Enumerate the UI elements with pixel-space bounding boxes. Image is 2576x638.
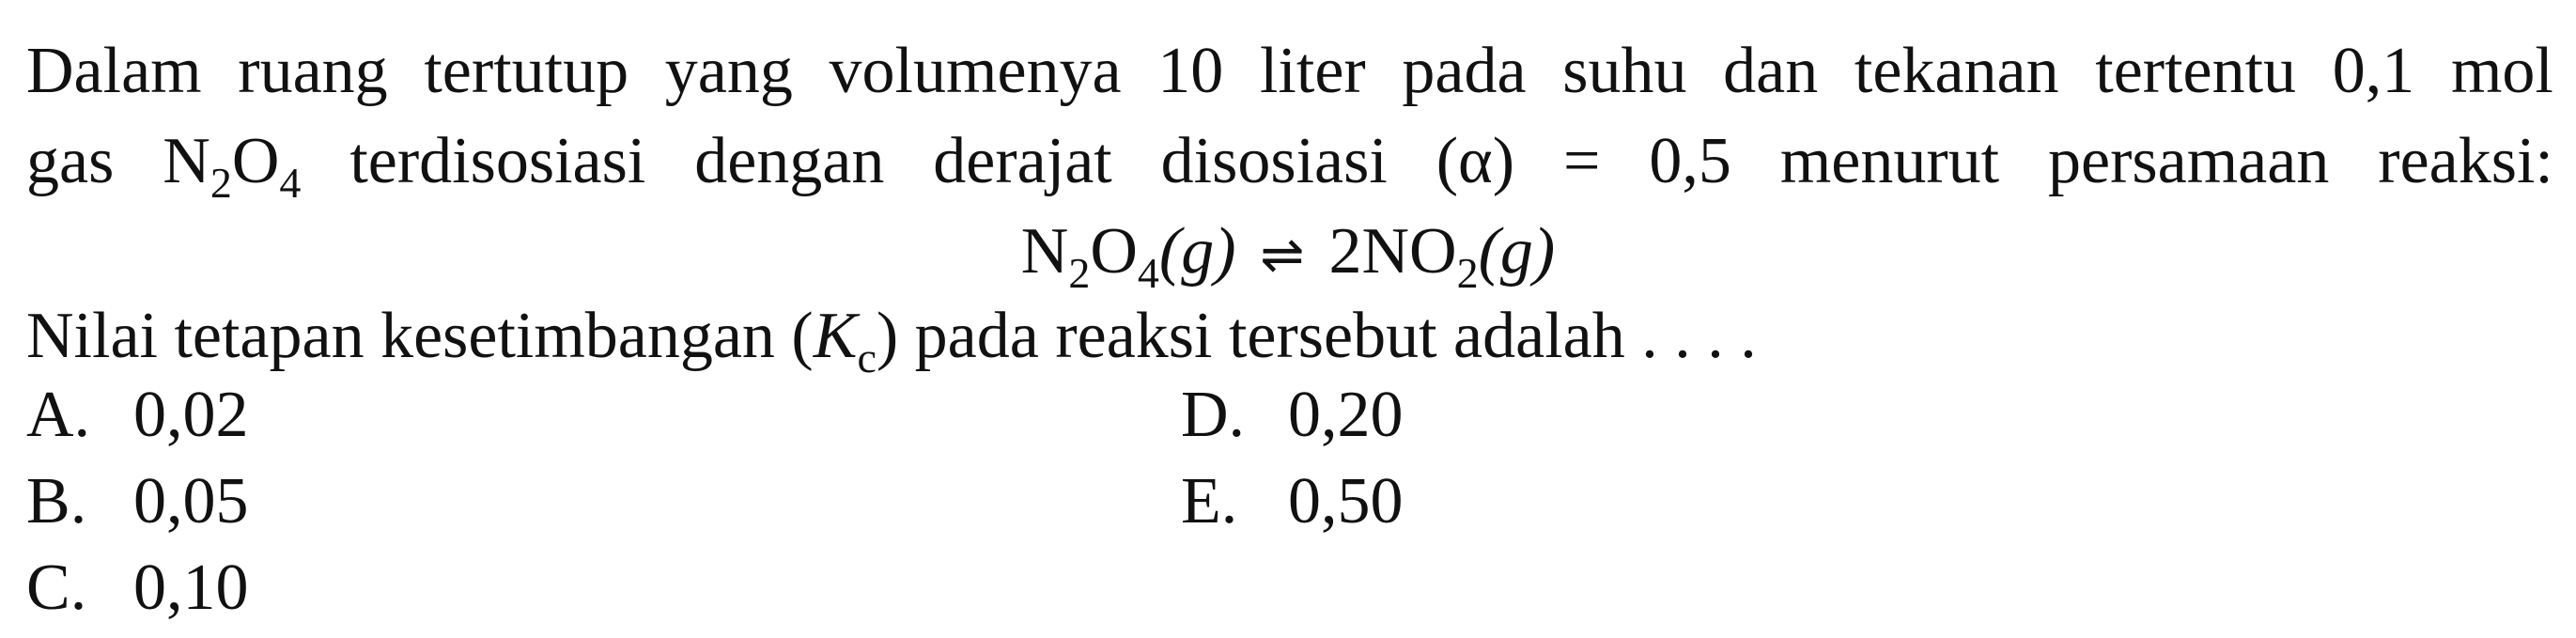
formula-subscript: 4 [1137,249,1159,297]
option-value: 0,05 [133,465,249,537]
word: dan [1723,35,1819,107]
option-d[interactable] [1181,378,1404,453]
question-prompt [26,299,1757,381]
alpha-value: 0,5 [1649,125,1731,197]
kc-subscript: c [857,334,877,381]
word: tertutup [424,35,629,107]
option-letter: B. [26,465,87,537]
formula-part: O [1090,215,1138,288]
word: Dalam [26,35,202,107]
word: 0,1 [2332,35,2415,107]
equilibrium-arrow-icon: ⇌ [1260,225,1305,286]
formula-subscript: 2 [1068,249,1091,297]
formula-part: N [1020,215,1069,288]
option-a[interactable] [26,378,249,453]
option-letter: C. [26,552,87,624]
question-line-1 [26,34,2553,109]
prompt-text: ) pada reaksi tersebut adalah . . . . [876,300,1757,372]
word: pada [1402,35,1527,107]
reactant [1020,215,1236,297]
word: tertentu [2095,35,2297,107]
kc-symbol: K [813,300,858,372]
formula-part: N [163,125,210,197]
word: terdisosiasi [349,125,646,197]
word: dengan [694,125,885,197]
word: volumenya [829,35,1122,107]
word: tekanan [1854,35,2059,107]
word: reaksi: [2378,125,2553,197]
option-e[interactable] [1181,464,1404,539]
state-label: (g) [1158,215,1236,288]
option-letter: E. [1181,465,1238,537]
state-label: (g) [1478,215,1556,288]
equals-sign: = [1562,125,1601,197]
option-value: 0,50 [1288,465,1404,537]
formula-subscript: 4 [279,159,302,207]
reaction-equation [0,214,2576,297]
word: gas [26,125,115,197]
word: liter [1259,35,1366,107]
word: mol [2450,35,2553,107]
formula-n2o4 [163,124,302,207]
option-value: 0,10 [133,552,249,624]
option-value: 0,20 [1288,379,1404,451]
option-value: 0,02 [133,379,249,451]
word: persamaan [2048,125,2330,197]
word: menurut [1779,125,2000,197]
option-c[interactable] [26,551,249,626]
alpha-symbol: (α) [1435,125,1515,197]
prompt-text: Nilai tetapan kesetimbangan ( [26,300,814,372]
word: 10 [1157,35,1224,107]
word: ruang [238,35,388,107]
formula-part: O [231,125,280,197]
word: disosiasi [1160,125,1388,197]
word: suhu [1562,35,1687,107]
option-letter: A. [26,379,91,451]
formula-subscript: 2 [1456,249,1479,297]
word: derajat [933,125,1112,197]
option-letter: D. [1181,379,1246,451]
question-line-2 [26,124,2553,207]
word: yang [664,35,793,107]
formula-part: 2NO [1328,215,1457,288]
product [1328,215,1556,297]
formula-subscript: 2 [209,159,232,207]
option-b[interactable] [26,464,249,539]
